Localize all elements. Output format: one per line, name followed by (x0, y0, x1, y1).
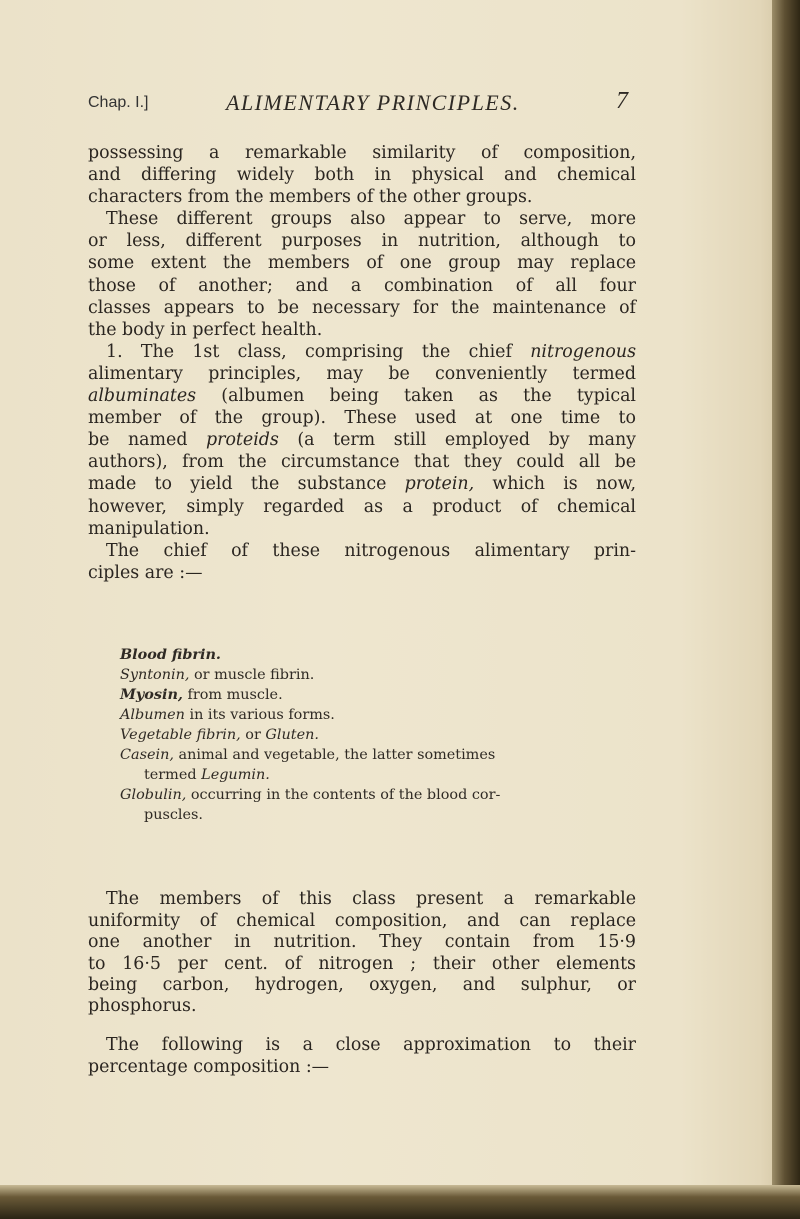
text-line: some extent the members of one group may replace (88, 253, 636, 274)
text-line: These different groups also appear to serve, more (106, 209, 636, 230)
page-number: 7 (616, 88, 628, 114)
body-text-lower (88, 872, 636, 1095)
text-line: however, simply regarded as a product of chemical (88, 496, 636, 517)
text-line (88, 341, 636, 363)
list-item-text: termed (144, 767, 202, 783)
text-line: alimentary principles, may be conveniently termed (88, 363, 636, 384)
list-item-term: Legumin. (201, 767, 270, 783)
list-item-text: or muscle fibrin. (189, 667, 315, 683)
emphasis-protein: protein, (404, 474, 475, 495)
text-run: made to yield the substance (88, 474, 405, 495)
text-line: and differing widely both in physical and chemical (88, 165, 636, 186)
list-item-continuation: puscles. (144, 807, 204, 823)
list-item-term: Casein, (120, 747, 174, 763)
text-line (88, 429, 636, 451)
text-run: (albumen being taken as the typical (196, 386, 636, 407)
text-run: (a term still employed by many (278, 430, 637, 451)
list-item-term: Vegetable fibrin, (120, 727, 241, 743)
list-item-text: or (240, 727, 266, 743)
text-line: one another in nutrition. They contain from 15·9 (88, 932, 636, 953)
list-item (120, 665, 640, 685)
list-item-text: in its various forms. (184, 707, 335, 723)
text-line: ciples are :— (88, 562, 203, 583)
text-line: uniformity of chemical composition, and can replace (88, 910, 636, 931)
emphasis-albuminates: albuminates (88, 386, 197, 407)
nitrogenous-principles-list (120, 645, 640, 825)
list-item-text: from muscle. (182, 687, 283, 703)
paragraph-1 (88, 142, 636, 208)
emphasis-proteids: proteids (206, 430, 279, 451)
text-line: to 16·5 per cent. of nitrogen ; their other elements (88, 953, 636, 974)
list-item-text: animal and vegetable, the latter sometimes (173, 747, 496, 763)
paragraph-4 (88, 540, 636, 584)
list-item-text: occurring in the contents of the blood cor- (186, 787, 501, 803)
text-line (88, 385, 636, 407)
text-line: member of the group). These used at one time to (88, 408, 636, 429)
list-item (120, 685, 640, 705)
list-item (120, 645, 640, 665)
text-line: or less, different purposes in nutrition, although to (88, 231, 636, 252)
body-text-upper (88, 142, 636, 584)
list-item (120, 745, 640, 765)
text-line: manipulation. (88, 518, 210, 539)
list-item-term: Albumen (120, 707, 185, 723)
paragraph-3 (88, 341, 636, 540)
text-line: possessing a remarkable similarity of composition, (88, 143, 636, 163)
emphasis-nitrogenous: nitrogenous (530, 341, 636, 362)
list-item-term: Globulin, (120, 787, 187, 803)
text-line: the body in perfect health. (88, 319, 323, 340)
list-item-term: Blood fibrin. (120, 646, 221, 663)
text-line: The chief of these nitrogenous alimentary prin- (106, 540, 636, 561)
paragraph-5 (88, 889, 636, 1017)
paragraph-6 (88, 1035, 636, 1078)
text-run: which is now, (474, 474, 636, 495)
page-edge-bottom (0, 1185, 800, 1219)
text-line (88, 473, 636, 495)
text-line: those of another; and a combination of all four (88, 275, 636, 296)
paragraph-2 (88, 208, 636, 341)
text-run: 1. The 1st class, comprising the chief (106, 341, 531, 362)
running-title: ALIMENTARY PRINCIPLES. (226, 90, 520, 115)
running-header (88, 88, 628, 122)
list-item (120, 705, 640, 725)
text-line: The following is a close approximation to their (106, 1035, 636, 1056)
text-line: classes appears to be necessary for the maintenance of (88, 297, 636, 318)
text-line: being carbon, hydrogen, oxygen, and sulphur, or (88, 975, 636, 996)
list-item-term: Myosin, (120, 686, 183, 703)
page-edge-right (772, 0, 800, 1219)
text-line: authors), from the circumstance that they could all be (88, 452, 636, 473)
chapter-label: Chap. I.] (88, 94, 149, 111)
text-line: characters from the members of the other groups. (88, 187, 533, 208)
text-line: The members of this class present a remarkable (106, 889, 636, 910)
list-item (120, 725, 640, 745)
list-item-continuation (120, 765, 640, 785)
list-item-term: Syntonin, (120, 667, 190, 683)
text-line: phosphorus. (88, 996, 197, 1017)
text-line: percentage composition :— (88, 1056, 330, 1077)
text-run: be named (88, 430, 207, 451)
list-item-term: Gluten. (265, 727, 319, 743)
list-item (120, 785, 640, 805)
